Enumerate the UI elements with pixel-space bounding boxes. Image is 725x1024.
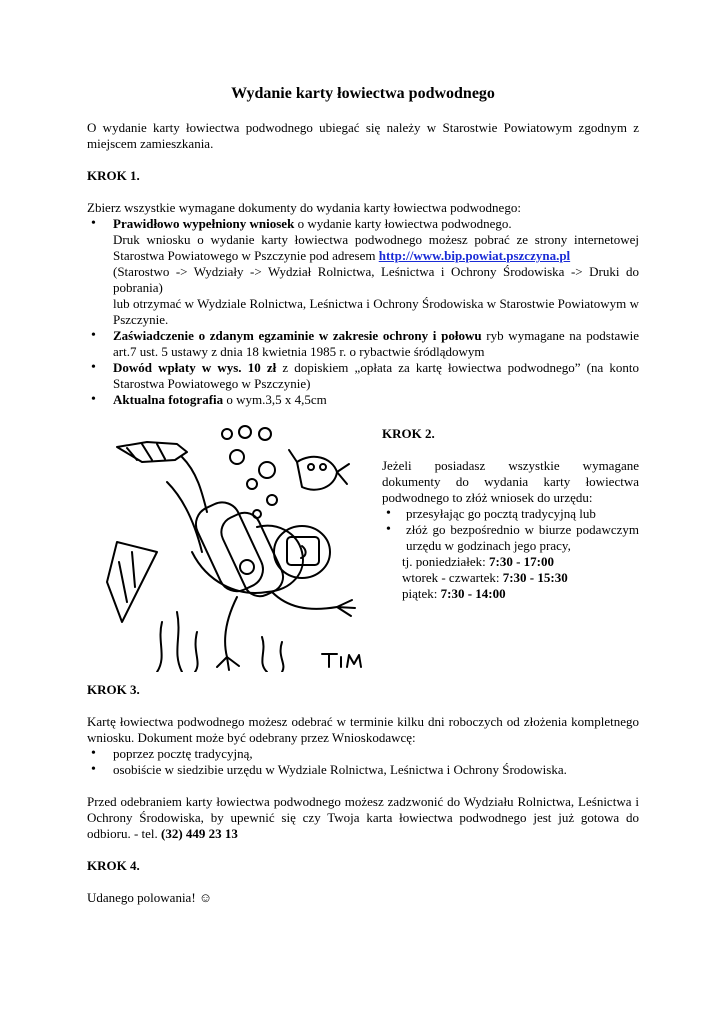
krok2-heading: KROK 2. (382, 426, 435, 441)
krok1-lead: Zbierz wszystkie wymagane dokumenty do wydania karty łowiectwa podwodnego: (87, 200, 521, 215)
item-bold: Dowód wpłaty w wys. 10 zł (113, 360, 277, 375)
phone-number: (32) 449 23 13 (161, 826, 238, 841)
list-item: • Zaświadczenie o zdanym egzaminie w zakresie ochrony i połowu ryb wymagane na podstawie art.7 ust. 5 ustawy z dnia 18 kwietnia 1985 r. o rybactwie śródlądowym (87, 328, 639, 360)
list-item: • osobiście w siedzibie urzędu w Wydziale Rolnictwa, Leśnictwa i Ochrony Środowiska. (87, 762, 639, 778)
bip-link[interactable]: http://www.bip.powiat.pszczyna.pl (378, 248, 571, 263)
list-item: • Aktualna fotografia o wym.3,5 x 4,5cm (87, 392, 639, 408)
scuba-diver-icon (97, 422, 367, 672)
closing-text: Udanego polowania! ☺ (87, 890, 213, 905)
list-item: • poprzez pocztę tradycyjną, (87, 746, 639, 762)
krok1-list (87, 216, 639, 408)
krok3-lead: Kartę łowiectwa podwodnego możesz odebrać w terminie kilku dni roboczych od złożenia kompletnego wniosku. Dokument może być odebrany przez Wnioskodawcę: (87, 714, 639, 745)
krok2-lead: Jeżeli posiadasz wszystkie wymagane dokumenty do wydania karty łowiectwa podwodnego to złóż wniosek do urzędu: (382, 458, 639, 505)
document-page (87, 84, 639, 906)
krok2-text (382, 426, 639, 602)
item-bold: Prawidłowo wypełniony wniosek (113, 216, 295, 231)
krok1-heading: KROK 1. (87, 168, 140, 183)
item-bold: Zaświadczenie o zdanym egzaminie w zakresie ochrony i połowu (113, 328, 482, 343)
list-item: • przesyłając go pocztą tradycyjną lub (382, 506, 639, 522)
list-item: • Prawidłowo wypełniony wniosek o wydanie karty łowiectwa podwodnego. Druk wniosku o wydanie karty łowiectwa podwodnego możesz pobrać ze strony internetowej Starostwa Powiatowego w Pszczynie pod adresem http://www.bip.powiat.pszczyna.pl (Starostwo -> Wydziały -> Wydział Rolnictwa, Leśnictwa i Ochrony Środowiska -> Druki do pobrania) lub otrzymać w Wydziale Rolnictwa, Leśnictwa i Ochrony Środowiska w Starostwie Powiatowym w Pszczynie. (87, 216, 639, 328)
krok4-heading: KROK 4. (87, 858, 140, 873)
intro-paragraph: O wydanie karty łowiectwa podwodnego ubiegać się należy w Starostwie Powiatowym zgodnym z miejscem zamieszkania. (87, 120, 639, 151)
list-item: • złóż go bezpośrednio w biurze podawczym urzędu w godzinach jego pracy, (382, 522, 639, 554)
krok2-list (382, 506, 639, 554)
page-title: Wydanie karty łowiectwa podwodnego (231, 85, 495, 102)
item-bold: Aktualna fotografia (113, 392, 224, 407)
list-item: • Dowód wpłaty w wys. 10 zł z dopiskiem „opłata za kartę łowiectwa podwodnego” (na konto Starostwa Powiatowego w Pszczynie) (87, 360, 639, 392)
office-hours: tj. poniedziałek: 7:30 - 17:00 wtorek - czwartek: 7:30 - 15:30 piątek: 7:30 - 14:00 (402, 554, 568, 601)
krok2-section (87, 412, 639, 682)
krok3-list (87, 746, 639, 778)
krok3-heading: KROK 3. (87, 682, 140, 697)
krok3-call-paragraph: Przed odebraniem karty łowiectwa podwodnego możesz zadzwonić do Wydziału Rolnictwa, Leśnictwa i Ochrony Środowiska, by upewnić się czy Twoja karta łowiectwa podwodnego jest już gotowa do odbioru. - tel. (32) 449 23 13 (87, 794, 639, 841)
